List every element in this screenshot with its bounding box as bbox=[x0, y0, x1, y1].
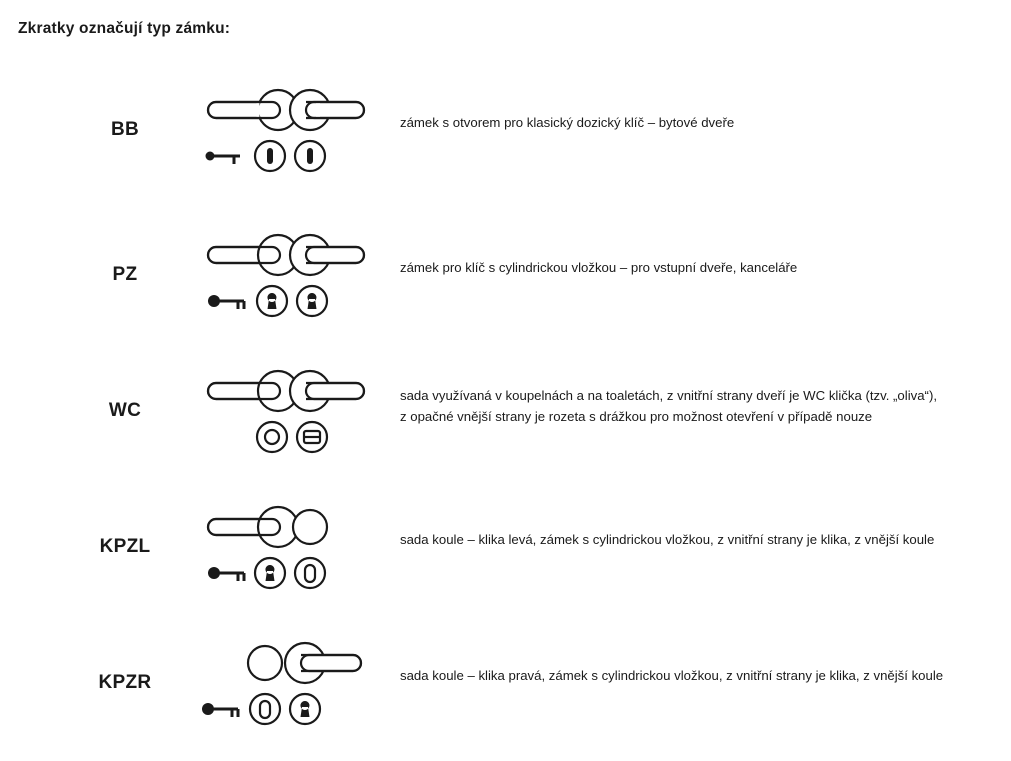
lock-code-kpzr: KPZR bbox=[98, 672, 152, 693]
lock-description-line: sada koule – klika levá, zámek s cylindrickou vložkou, z vnitřní strany je klika, z vnější koule bbox=[400, 532, 935, 547]
handle-pair-bb-icon bbox=[200, 72, 390, 217]
legend-row-kpzr bbox=[0, 625, 1011, 761]
lock-description-pz bbox=[400, 257, 1000, 278]
legend-row-wc bbox=[0, 353, 1011, 489]
lock-code-wc: WC bbox=[108, 400, 142, 421]
legend-row-pz bbox=[0, 217, 1011, 353]
lock-code-pz: PZ bbox=[112, 264, 138, 285]
lock-description-wc bbox=[400, 385, 1000, 427]
lock-description-kpzl bbox=[400, 529, 1000, 550]
handle-knob-left-icon bbox=[200, 489, 390, 625]
legend-row-bb bbox=[0, 72, 1011, 217]
lock-description-kpzr bbox=[400, 665, 1000, 686]
lock-code-kpzl: KPZL bbox=[99, 536, 151, 557]
lock-figure-kpzl bbox=[200, 489, 390, 625]
legend-row-kpzl bbox=[0, 489, 1011, 625]
lock-figure-bb bbox=[200, 72, 390, 208]
handle-pair-wc-icon bbox=[200, 353, 390, 489]
page-title: Zkratky označují typ zámku: bbox=[18, 20, 231, 37]
handle-pair-pz-icon bbox=[200, 217, 390, 353]
lock-description-line: z opačné vnější strany je rozeta s drážkou pro možnost otevření v případě nouze bbox=[400, 409, 873, 424]
lock-figure-pz bbox=[200, 217, 390, 353]
lock-description-line: sada koule – klika pravá, zámek s cylindrickou vložkou, z vnitřní strany je klika, z vnější koule bbox=[400, 668, 944, 683]
lock-description-bb bbox=[400, 112, 1000, 133]
lock-figure-kpzr bbox=[200, 625, 390, 761]
lock-figure-wc bbox=[200, 353, 390, 489]
handle-knob-right-icon bbox=[200, 625, 390, 761]
lock-description-line: zámek s otvorem pro klasický dozický klíč – bytové dveře bbox=[400, 115, 735, 130]
lock-description-line: zámek pro klíč s cylindrickou vložkou – pro vstupní dveře, kanceláře bbox=[400, 260, 798, 275]
lock-type-legend bbox=[0, 72, 1011, 761]
lock-description-line: sada využívaná v koupelnách a na toaletách, z vnitřní strany dveří je WC klička (tzv. „oliva“), bbox=[400, 388, 938, 403]
lock-code-bb: BB bbox=[110, 119, 140, 140]
